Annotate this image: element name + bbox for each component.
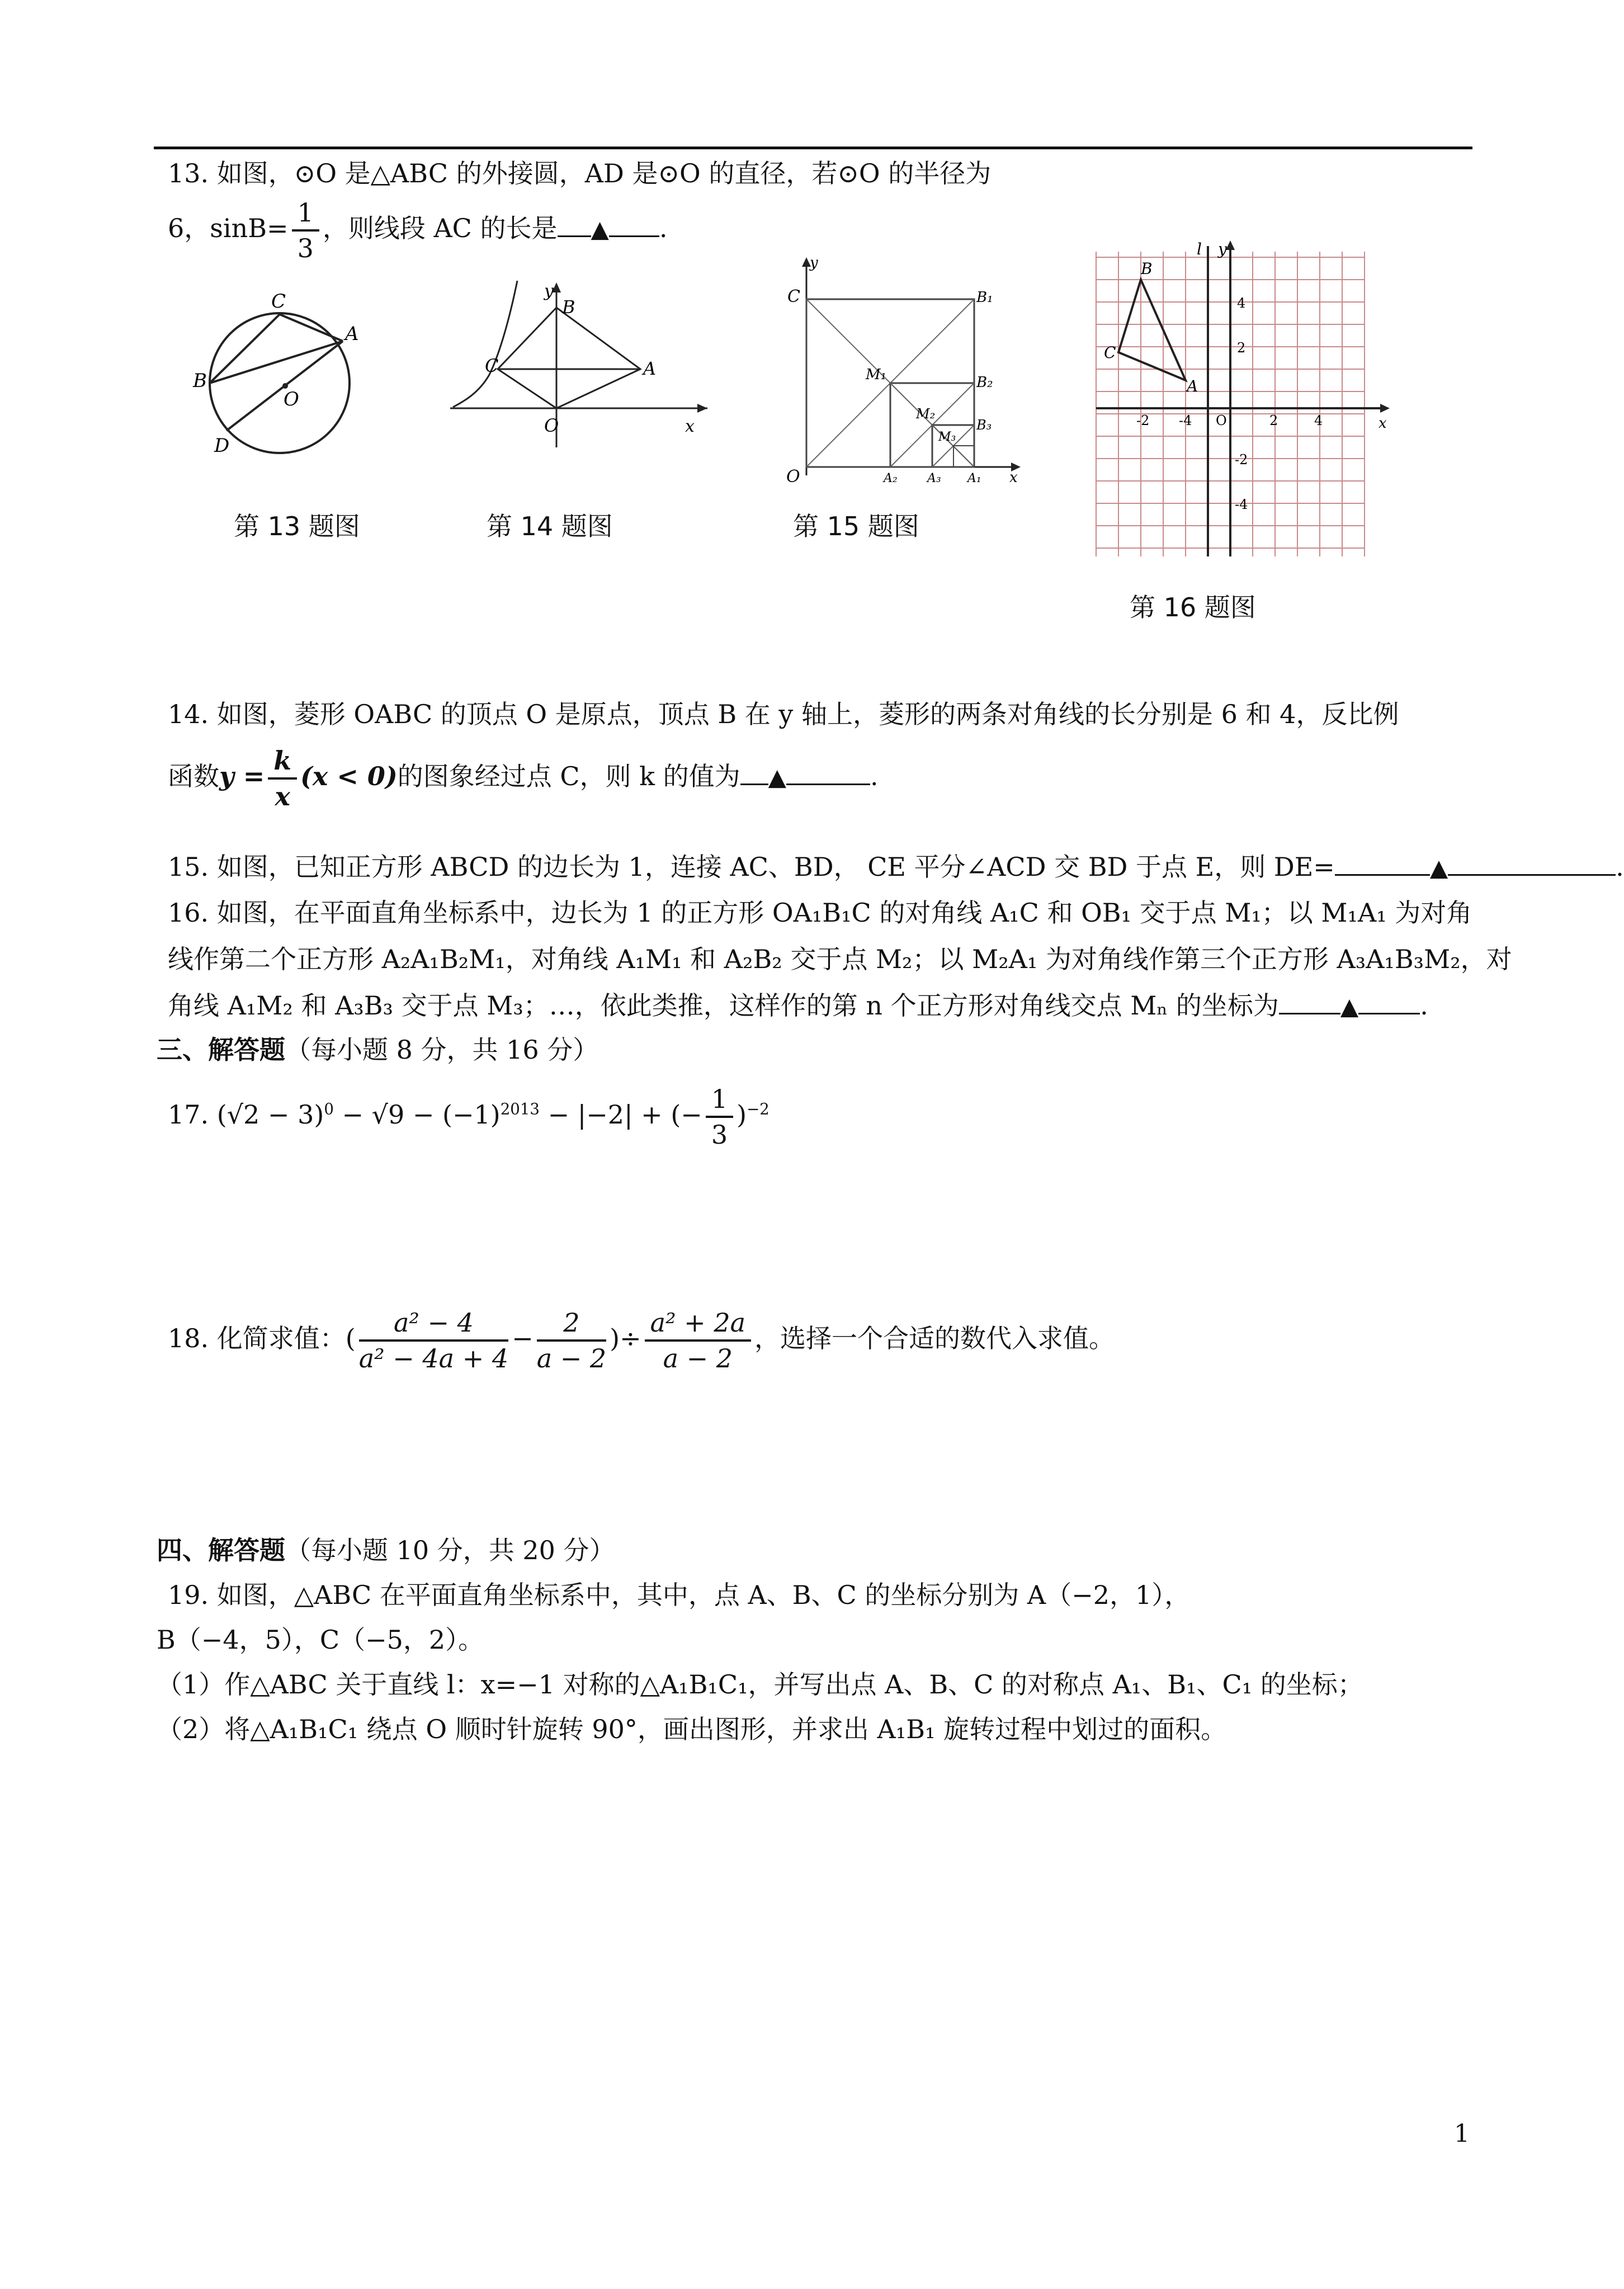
fig13-label-b: B [193, 370, 207, 392]
fig16-label-y: y [1218, 240, 1227, 258]
q15-text: 15. 如图，已知正方形 ABCD 的边长为 1，连接 AC、BD， CE 平分∠ACD 交 BD 于点 E，则 DE= [168, 852, 1335, 882]
q15-marker: ▲ [1429, 854, 1448, 881]
q17-exp-b: 2013 [500, 1099, 540, 1118]
q13-line2-pre: 6，sinB= [168, 213, 289, 243]
fig15-squares-diagram [783, 252, 1029, 487]
q18-div: )÷ [610, 1323, 641, 1353]
q14-condition: (x < 0) [300, 761, 398, 791]
fig15-label-m1: M₁ [866, 366, 887, 383]
q19-line4: （2）将△A₁B₁C₁ 绕点 O 顺时针旋转 90°，画出图形，并求出 A₁B₁ 旋转过程中划过的面积。 [157, 1714, 1227, 1744]
q13-frac-den: 3 [297, 233, 314, 263]
fig15-label-y: y [810, 254, 818, 271]
fig14-rhombus-diagram [445, 274, 713, 453]
q18-post: ，选择一个合适的数代入求值。 [754, 1323, 1115, 1353]
fig13-label-a: A [345, 323, 359, 345]
q14-line2: 函数y = $\frac{k}{x}$ (x < 0)的图象经过点 C，则 k 的值为 ▲ . [168, 744, 879, 813]
fig16-tick-xm2: -4 [1179, 413, 1192, 428]
q16-line1: 16. 如图，在平面直角坐标系中，边长为 1 的正方形 OA₁B₁C 的对角线 A₁C 和 OB₁ 交于点 M₁；以 M₁A₁ 为对角 [168, 898, 1472, 928]
q19-line3: （1）作△ABC 关于直线 l：x=−1 对称的△A₁B₁C₁，并写出点 A、B、C 的对称点 A₁、B₁、C₁ 的坐标； [157, 1669, 1363, 1700]
q17-fraction [706, 1082, 733, 1151]
q14-fraction [268, 744, 297, 813]
section3-heading [157, 1032, 598, 1068]
fig13-label-d: D [214, 435, 230, 457]
q18-expression [168, 1306, 1115, 1375]
fig13-label-o: O [284, 388, 299, 410]
fig15-label-b1: B₁ [976, 289, 993, 306]
section4-heading [157, 1532, 615, 1568]
fig15-label-m2: M₂ [916, 406, 936, 422]
fig15-caption: 第 15 题图 [793, 511, 919, 541]
fig16-label-c: C [1104, 343, 1116, 362]
q13-line2: 6，sinB= $\frac{1}{3}$ ，则线段 AC 的长是 ▲ . [168, 196, 667, 265]
q18-fraction-3 [645, 1306, 751, 1375]
q17-expr-d: ) [737, 1099, 747, 1130]
q18-pre: 18. 化简求值：( [168, 1323, 356, 1353]
fig13-label-c: C [271, 290, 286, 313]
fig15-label-x: x [1009, 469, 1018, 486]
q18-f2-den: a − 2 [536, 1343, 607, 1374]
fig16-label-a: A [1187, 377, 1198, 395]
q15-blank-left[interactable] [1335, 874, 1430, 876]
fig14-label-o: O [544, 415, 559, 436]
q17-expr-b: − √9 − (−1) [333, 1099, 501, 1130]
q18-minus: − [512, 1323, 534, 1353]
q17-expr-a: (√2 − 3) [216, 1099, 324, 1130]
q19-line2: B（−4，5），C（−5，2）。 [157, 1625, 484, 1655]
fig15-label-m3: M₃ [938, 430, 956, 444]
q17-exp-a: 0 [324, 1099, 334, 1118]
q18-f2-num: 2 [537, 1306, 606, 1342]
page-number: 1 [1454, 2120, 1470, 2148]
q17-frac-num: 1 [706, 1082, 733, 1118]
q14-frac-den: x [275, 781, 290, 811]
section4-title: 四、解答题 [157, 1535, 285, 1565]
q16-blank-left[interactable] [1279, 1013, 1340, 1014]
fig16-label-l: l [1197, 240, 1202, 258]
fig16-tick-ym2: -2 [1235, 452, 1248, 468]
fig16-label-x: x [1378, 415, 1387, 432]
fig15-label-a1: A₁ [967, 471, 981, 485]
q18-fraction-2 [537, 1306, 606, 1375]
q16-line2: 线作第二个正方形 A₂A₁B₂M₁，对角线 A₁M₁ 和 A₂B₂ 交于点 M₂；以 M₂A₁ 为对角线作第三个正方形 A₃A₁B₃M₂，对 [168, 944, 1512, 974]
q13-blank-left[interactable] [558, 235, 591, 237]
fig14-x-arrow [697, 404, 707, 413]
section3-note: （每小题 8 分，共 16 分） [285, 1035, 599, 1065]
fig16-tick-y2: 2 [1237, 340, 1246, 356]
fig13-caption: 第 13 题图 [234, 511, 360, 541]
fig16-tick-x4: 4 [1314, 413, 1323, 428]
section3-title: 三、解答题 [157, 1035, 285, 1065]
q15-blank-right[interactable] [1448, 874, 1616, 876]
header-rule [154, 147, 1472, 149]
fig14-hyperbola [453, 281, 517, 407]
q16-blank-right[interactable] [1358, 1013, 1420, 1014]
fig14-label-y: y [544, 281, 554, 301]
q19-line1: 19. 如图，△ABC 在平面直角坐标系中，其中，点 A、B、C 的坐标分别为 A（−2，1）， [168, 1580, 1191, 1610]
fig15-label-a2: A₂ [884, 471, 898, 485]
q17-expr-c: − |−2| + (− [539, 1099, 702, 1130]
q13-marker: ▲ [591, 215, 609, 243]
fig16-tick-y4: 4 [1237, 295, 1246, 311]
fig15-label-b3: B₃ [976, 417, 992, 433]
fig14-rhombus [498, 308, 640, 408]
fig16-tick-x2: 2 [1269, 413, 1278, 428]
q14-blank-right[interactable] [786, 784, 870, 785]
q14-line1: 14. 如图，菱形 OABC 的顶点 O 是原点，顶点 B 在 y 轴上，菱形的两条对角线的长分别是 6 和 4，反比例 [168, 699, 1399, 729]
q16-line3: 角线 A₁M₂ 和 A₃B₃ 交于点 M₃；…，依此类推，这样作的第 n 个正方形对角线交点 Mₙ 的坐标为 ▲ . [168, 990, 1428, 1021]
fig13-segment-ca [280, 314, 343, 341]
fig13-circle-diagram [193, 285, 361, 470]
q17-expression [168, 1082, 769, 1151]
q13-line2-post: ，则线段 AC 的长是 [322, 213, 558, 243]
fig16-label-b: B [1141, 259, 1153, 278]
q18-f3-num: a² + 2a [645, 1306, 751, 1342]
q14-func-y: y = [219, 761, 265, 791]
fig16-y-arrow [1226, 240, 1235, 250]
q14-frac-num: k [268, 744, 297, 780]
q13-fraction [292, 196, 319, 265]
fig16-tick-xm4: -2 [1136, 413, 1150, 428]
q14-blank-left[interactable] [740, 784, 768, 785]
fig14-label-x: x [685, 417, 695, 436]
fig16-triangle-abc [1118, 280, 1186, 380]
fig16-grid-diagram [1096, 240, 1398, 559]
fig14-label-a: A [643, 358, 657, 379]
q18-f1-num: a² − 4 [359, 1306, 508, 1342]
fig16-tick-ym4: -4 [1235, 497, 1248, 512]
fig14-caption: 第 14 题图 [487, 511, 613, 541]
fig16-caption: 第 16 题图 [1130, 592, 1256, 622]
q14-post: 的图象经过点 C，则 k 的值为 [397, 761, 740, 791]
section4-note: （每小题 10 分，共 20 分） [285, 1535, 615, 1565]
q13-line1: 13. 如图，⊙O 是△ABC 的外接圆，AD 是⊙O 的直径，若⊙O 的半径为 [168, 158, 992, 188]
q14-pre: 函数 [168, 761, 219, 791]
q17-frac-den: 3 [711, 1120, 728, 1150]
q16-marker: ▲ [1340, 993, 1359, 1020]
q17-exp-d: −2 [747, 1099, 769, 1118]
q13-frac-num: 1 [292, 196, 319, 232]
fig15-label-a3: A₃ [927, 471, 941, 485]
q16-line3-text: 角线 A₁M₂ 和 A₃B₃ 交于点 M₃；…，依此类推，这样作的第 n 个正方形对角线交点 Mₙ 的坐标为 [168, 990, 1279, 1021]
fig15-label-c: C [787, 287, 800, 306]
fig16-tick-o: O [1216, 413, 1227, 428]
fig16-x-arrow [1380, 404, 1390, 413]
q15-line: 15. 如图，已知正方形 ABCD 的边长为 1，连接 AC、BD， CE 平分∠ACD 交 BD 于点 E，则 DE= ▲ . [168, 852, 1624, 882]
fig14-label-b: B [562, 296, 575, 318]
fig15-label-o: O [786, 467, 800, 487]
q18-f1-den: a² − 4a + 4 [358, 1343, 509, 1374]
fig14-label-c: C [485, 355, 499, 376]
q14-marker: ▲ [768, 763, 786, 791]
q17-num: 17. [168, 1099, 209, 1130]
q13-blank-right[interactable] [609, 235, 659, 237]
q18-f3-den: a − 2 [663, 1343, 733, 1374]
q18-fraction-1 [359, 1306, 508, 1375]
fig15-label-b2: B₂ [976, 374, 993, 391]
